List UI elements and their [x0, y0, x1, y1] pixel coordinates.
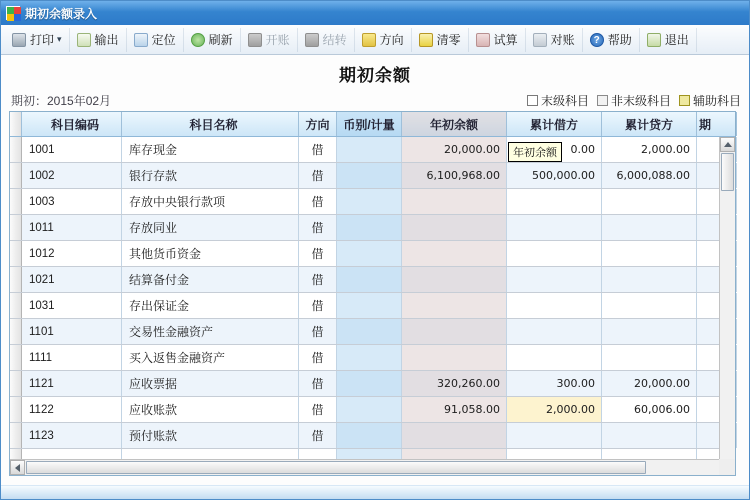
accumulated-debit-cell[interactable] — [507, 293, 602, 318]
year-begin-balance-cell[interactable]: 320,260.00 — [402, 371, 507, 396]
trial-balance-icon — [476, 33, 490, 47]
toolbar-button-label: 退出 — [664, 33, 689, 47]
open-account-button — [241, 28, 298, 52]
accumulated-credit-cell[interactable] — [602, 215, 697, 240]
year-begin-balance-cell[interactable] — [402, 215, 507, 240]
direction-cell[interactable]: 借 — [299, 189, 337, 214]
account-code-cell[interactable]: 1001 — [22, 137, 122, 162]
direction-button[interactable] — [355, 28, 412, 52]
balance-grid — [9, 111, 736, 476]
accumulated-credit-cell[interactable] — [602, 189, 697, 214]
direction-cell[interactable]: 借 — [299, 267, 337, 292]
vertical-scrollbar[interactable] — [719, 137, 735, 459]
header-selector-cell — [10, 112, 22, 136]
checkbox-leaf-accounts[interactable] — [527, 92, 589, 109]
currency-cell[interactable] — [337, 241, 402, 266]
account-code-cell[interactable]: 1122 — [22, 397, 122, 422]
accumulated-debit-cell[interactable] — [507, 241, 602, 266]
table-row — [10, 397, 735, 423]
year-begin-balance-cell[interactable] — [402, 319, 507, 344]
toolbar-button-label: 开账 — [265, 33, 290, 47]
currency-cell[interactable] — [337, 215, 402, 240]
partial-cell — [337, 449, 402, 459]
vertical-scroll-thumb[interactable] — [721, 153, 734, 191]
currency-cell[interactable] — [337, 345, 402, 370]
account-name-cell[interactable]: 其他货币资金 — [122, 241, 299, 266]
column-header-debit: 累计借方 — [507, 112, 602, 136]
toolbar-button-label: 方向 — [379, 33, 404, 47]
accumulated-debit-cell[interactable] — [507, 423, 602, 448]
currency-cell[interactable] — [337, 319, 402, 344]
partial-cell — [22, 449, 122, 459]
row-selector[interactable] — [10, 215, 22, 240]
direction-cell[interactable]: 借 — [299, 215, 337, 240]
row-selector[interactable] — [10, 241, 22, 266]
direction-cell[interactable]: 借 — [299, 137, 337, 162]
partial-cell — [402, 449, 507, 459]
row-selector[interactable] — [10, 423, 22, 448]
account-code-cell[interactable]: 1121 — [22, 371, 122, 396]
help-button[interactable] — [583, 28, 640, 52]
account-name-cell[interactable]: 交易性金融资产 — [122, 319, 299, 344]
accumulated-credit-cell[interactable]: 20,000.00 — [602, 371, 697, 396]
currency-cell[interactable] — [337, 371, 402, 396]
row-selector[interactable] — [10, 371, 22, 396]
arrow-left-icon — [15, 464, 20, 472]
toolbar-button-label: 对账 — [550, 33, 575, 47]
bottom-frame — [1, 485, 749, 500]
year-begin-balance-tooltip: 年初余额 — [508, 142, 562, 162]
account-name-cell[interactable]: 库存现金 — [122, 137, 299, 162]
exit-button[interactable] — [640, 28, 697, 52]
table-row — [10, 163, 735, 189]
checkbox-leaf-accounts-label: 末级科目 — [540, 94, 589, 108]
grid-header-row — [10, 112, 735, 137]
print-icon — [12, 33, 26, 47]
account-name-cell[interactable]: 存出保证金 — [122, 293, 299, 318]
accumulated-debit-cell[interactable] — [507, 189, 602, 214]
account-code-cell[interactable]: 1021 — [22, 267, 122, 292]
row-selector[interactable] — [10, 397, 22, 422]
carry-forward-icon — [305, 33, 319, 47]
table-row — [10, 319, 735, 345]
trial-balance-button[interactable] — [469, 28, 526, 52]
accumulated-credit-cell[interactable] — [602, 241, 697, 266]
year-begin-balance-cell[interactable]: 6,100,968.00 — [402, 163, 507, 188]
content-area — [1, 55, 749, 500]
accumulated-credit-cell[interactable]: 2,000.00 — [602, 137, 697, 162]
accumulated-credit-cell[interactable] — [602, 267, 697, 292]
table-row — [10, 215, 735, 241]
year-begin-balance-cell[interactable] — [402, 267, 507, 292]
checkbox-auxiliary-accounts[interactable] — [679, 92, 741, 109]
export-icon — [77, 33, 91, 47]
row-selector[interactable] — [10, 293, 22, 318]
direction-icon — [362, 33, 376, 47]
partial-cell — [602, 449, 697, 459]
account-name-cell[interactable]: 银行存款 — [122, 163, 299, 188]
partial-cell — [122, 449, 299, 459]
accumulated-credit-cell[interactable] — [602, 319, 697, 344]
horizontal-scroll-thumb[interactable] — [26, 461, 646, 474]
row-selector[interactable] — [10, 345, 22, 370]
accumulated-credit-cell[interactable] — [602, 423, 697, 448]
currency-cell[interactable] — [337, 397, 402, 422]
account-code-cell[interactable]: 1031 — [22, 293, 122, 318]
column-header-credit: 累计贷方 — [602, 112, 697, 136]
row-selector[interactable] — [10, 137, 22, 162]
toolbar-button-label: 刷新 — [208, 33, 233, 47]
accumulated-debit-cell[interactable] — [507, 267, 602, 292]
account-code-cell[interactable]: 1011 — [22, 215, 122, 240]
row-selector[interactable] — [10, 267, 22, 292]
account-name-cell[interactable]: 预付账款 — [122, 423, 299, 448]
app-logo-icon — [6, 6, 20, 20]
accumulated-debit-cell[interactable] — [507, 345, 602, 370]
currency-cell[interactable] — [337, 293, 402, 318]
account-code-cell[interactable]: 1111 — [22, 345, 122, 370]
account-code-cell[interactable]: 1101 — [22, 319, 122, 344]
currency-cell[interactable] — [337, 267, 402, 292]
toolbar-button-label: 清零 — [436, 33, 461, 47]
checkbox-auxiliary-accounts-box[interactable] — [679, 95, 690, 106]
accumulated-debit-cell[interactable]: 300.00 — [507, 371, 602, 396]
table-row — [10, 137, 735, 163]
row-selector[interactable] — [10, 319, 22, 344]
accumulated-debit-cell[interactable]: 500,000.00 — [507, 163, 602, 188]
refresh-icon — [191, 33, 205, 47]
account-code-cell[interactable]: 1003 — [22, 189, 122, 214]
direction-cell[interactable]: 借 — [299, 293, 337, 318]
account-code-cell[interactable]: 1002 — [22, 163, 122, 188]
direction-cell[interactable]: 借 — [299, 423, 337, 448]
open-account-icon — [248, 33, 262, 47]
partial-cell — [507, 449, 602, 459]
direction-cell[interactable]: 借 — [299, 371, 337, 396]
checkbox-nonleaf-accounts-label: 非末级科目 — [610, 94, 671, 108]
reconcile-button[interactable] — [526, 28, 583, 52]
account-code-cell[interactable]: 1012 — [22, 241, 122, 266]
accumulated-debit-cell[interactable]: 0.00 — [507, 137, 602, 162]
grid-body — [10, 137, 735, 459]
direction-cell[interactable]: 借 — [299, 163, 337, 188]
grid-header — [10, 112, 735, 137]
column-header-name: 科目名称 — [122, 112, 299, 136]
accumulated-credit-cell[interactable] — [602, 293, 697, 318]
accumulated-credit-cell[interactable]: 60,006.00 — [602, 397, 697, 422]
table-row — [10, 345, 735, 371]
checkbox-auxiliary-accounts-label: 辅助科目 — [692, 94, 741, 108]
account-name-cell[interactable]: 应收账款 — [122, 397, 299, 422]
account-code-cell[interactable]: 1123 — [22, 423, 122, 448]
table-row — [10, 371, 735, 397]
column-header-cur: 币别/计量 — [337, 112, 402, 136]
checkbox-leaf-accounts-box[interactable] — [527, 95, 538, 106]
toolbar-button-label: 帮助 — [607, 33, 632, 47]
direction-cell[interactable]: 借 — [299, 241, 337, 266]
locate-button[interactable] — [127, 28, 184, 52]
direction-cell[interactable]: 借 — [299, 397, 337, 422]
toolbar-button-label: 结转 — [322, 33, 347, 47]
column-header-extra: 期 — [697, 112, 737, 136]
account-name-cell[interactable]: 存放同业 — [122, 215, 299, 240]
accumulated-credit-cell[interactable] — [602, 345, 697, 370]
scrollbar-corner — [719, 459, 735, 475]
dropdown-caret-icon: ▾ — [57, 34, 62, 44]
accumulated-credit-cell[interactable]: 6,000,088.00 — [602, 163, 697, 188]
scroll-left-button[interactable] — [10, 460, 25, 475]
table-row — [10, 423, 735, 449]
currency-cell[interactable] — [337, 189, 402, 214]
table-row — [10, 267, 735, 293]
year-begin-balance-cell[interactable] — [402, 241, 507, 266]
currency-cell[interactable] — [337, 163, 402, 188]
direction-cell[interactable]: 借 — [299, 345, 337, 370]
accumulated-debit-cell[interactable]: 2,000.00 — [507, 397, 602, 422]
row-selector[interactable] — [10, 189, 22, 214]
checkbox-nonleaf-accounts-box[interactable] — [597, 95, 608, 106]
filter-checkboxes — [527, 92, 741, 109]
column-header-initial: 年初余额 — [402, 112, 507, 136]
accumulated-debit-cell[interactable] — [507, 319, 602, 344]
title-bar — [1, 1, 749, 25]
locate-icon — [134, 33, 148, 47]
toolbar-button-label: 打印 — [30, 33, 55, 47]
period-label: 期初：2015年02月 — [11, 94, 112, 108]
arrow-up-icon — [724, 142, 732, 147]
table-row — [10, 241, 735, 267]
clear-zero-icon — [419, 33, 433, 47]
exit-icon — [647, 33, 661, 47]
print-button[interactable] — [5, 28, 70, 52]
horizontal-scrollbar[interactable] — [10, 459, 719, 475]
toolbar — [1, 25, 749, 55]
currency-cell[interactable] — [337, 423, 402, 448]
refresh-button[interactable] — [184, 28, 241, 52]
toolbar-button-label: 试算 — [493, 33, 518, 47]
toolbar-button-label: 定位 — [151, 33, 176, 47]
year-begin-balance-cell[interactable] — [402, 345, 507, 370]
account-name-cell[interactable]: 买入返售金融资产 — [122, 345, 299, 370]
direction-cell[interactable]: 借 — [299, 319, 337, 344]
currency-cell[interactable] — [337, 137, 402, 162]
accumulated-debit-cell[interactable] — [507, 215, 602, 240]
year-begin-balance-cell[interactable]: 91,058.00 — [402, 397, 507, 422]
year-begin-balance-cell[interactable] — [402, 293, 507, 318]
column-header-code: 科目编码 — [22, 112, 122, 136]
export-button[interactable] — [70, 28, 127, 52]
table-row — [10, 293, 735, 319]
table-row — [10, 189, 735, 215]
checkbox-nonleaf-accounts[interactable] — [597, 92, 671, 109]
partial-cell — [10, 449, 22, 459]
account-name-cell[interactable]: 存放中央银行款项 — [122, 189, 299, 214]
column-header-dir: 方向 — [299, 112, 337, 136]
account-name-cell[interactable]: 应收票据 — [122, 371, 299, 396]
carry-forward-button — [298, 28, 355, 52]
partial-row — [10, 449, 735, 459]
row-selector[interactable] — [10, 163, 22, 188]
scroll-up-button[interactable] — [720, 137, 735, 152]
reconcile-icon — [533, 33, 547, 47]
partial-cell — [299, 449, 337, 459]
page-title: 期初余额 — [339, 66, 411, 85]
year-begin-balance-cell[interactable] — [402, 423, 507, 448]
window-title: 期初余额录入 — [25, 6, 98, 21]
clear-zero-button[interactable] — [412, 28, 469, 52]
year-begin-balance-cell[interactable]: 20,000.00 — [402, 137, 507, 162]
account-name-cell[interactable]: 结算备付金 — [122, 267, 299, 292]
subheader — [1, 86, 749, 110]
year-begin-balance-cell[interactable] — [402, 189, 507, 214]
help-icon: ? — [590, 33, 604, 47]
toolbar-button-label: 输出 — [94, 33, 119, 47]
